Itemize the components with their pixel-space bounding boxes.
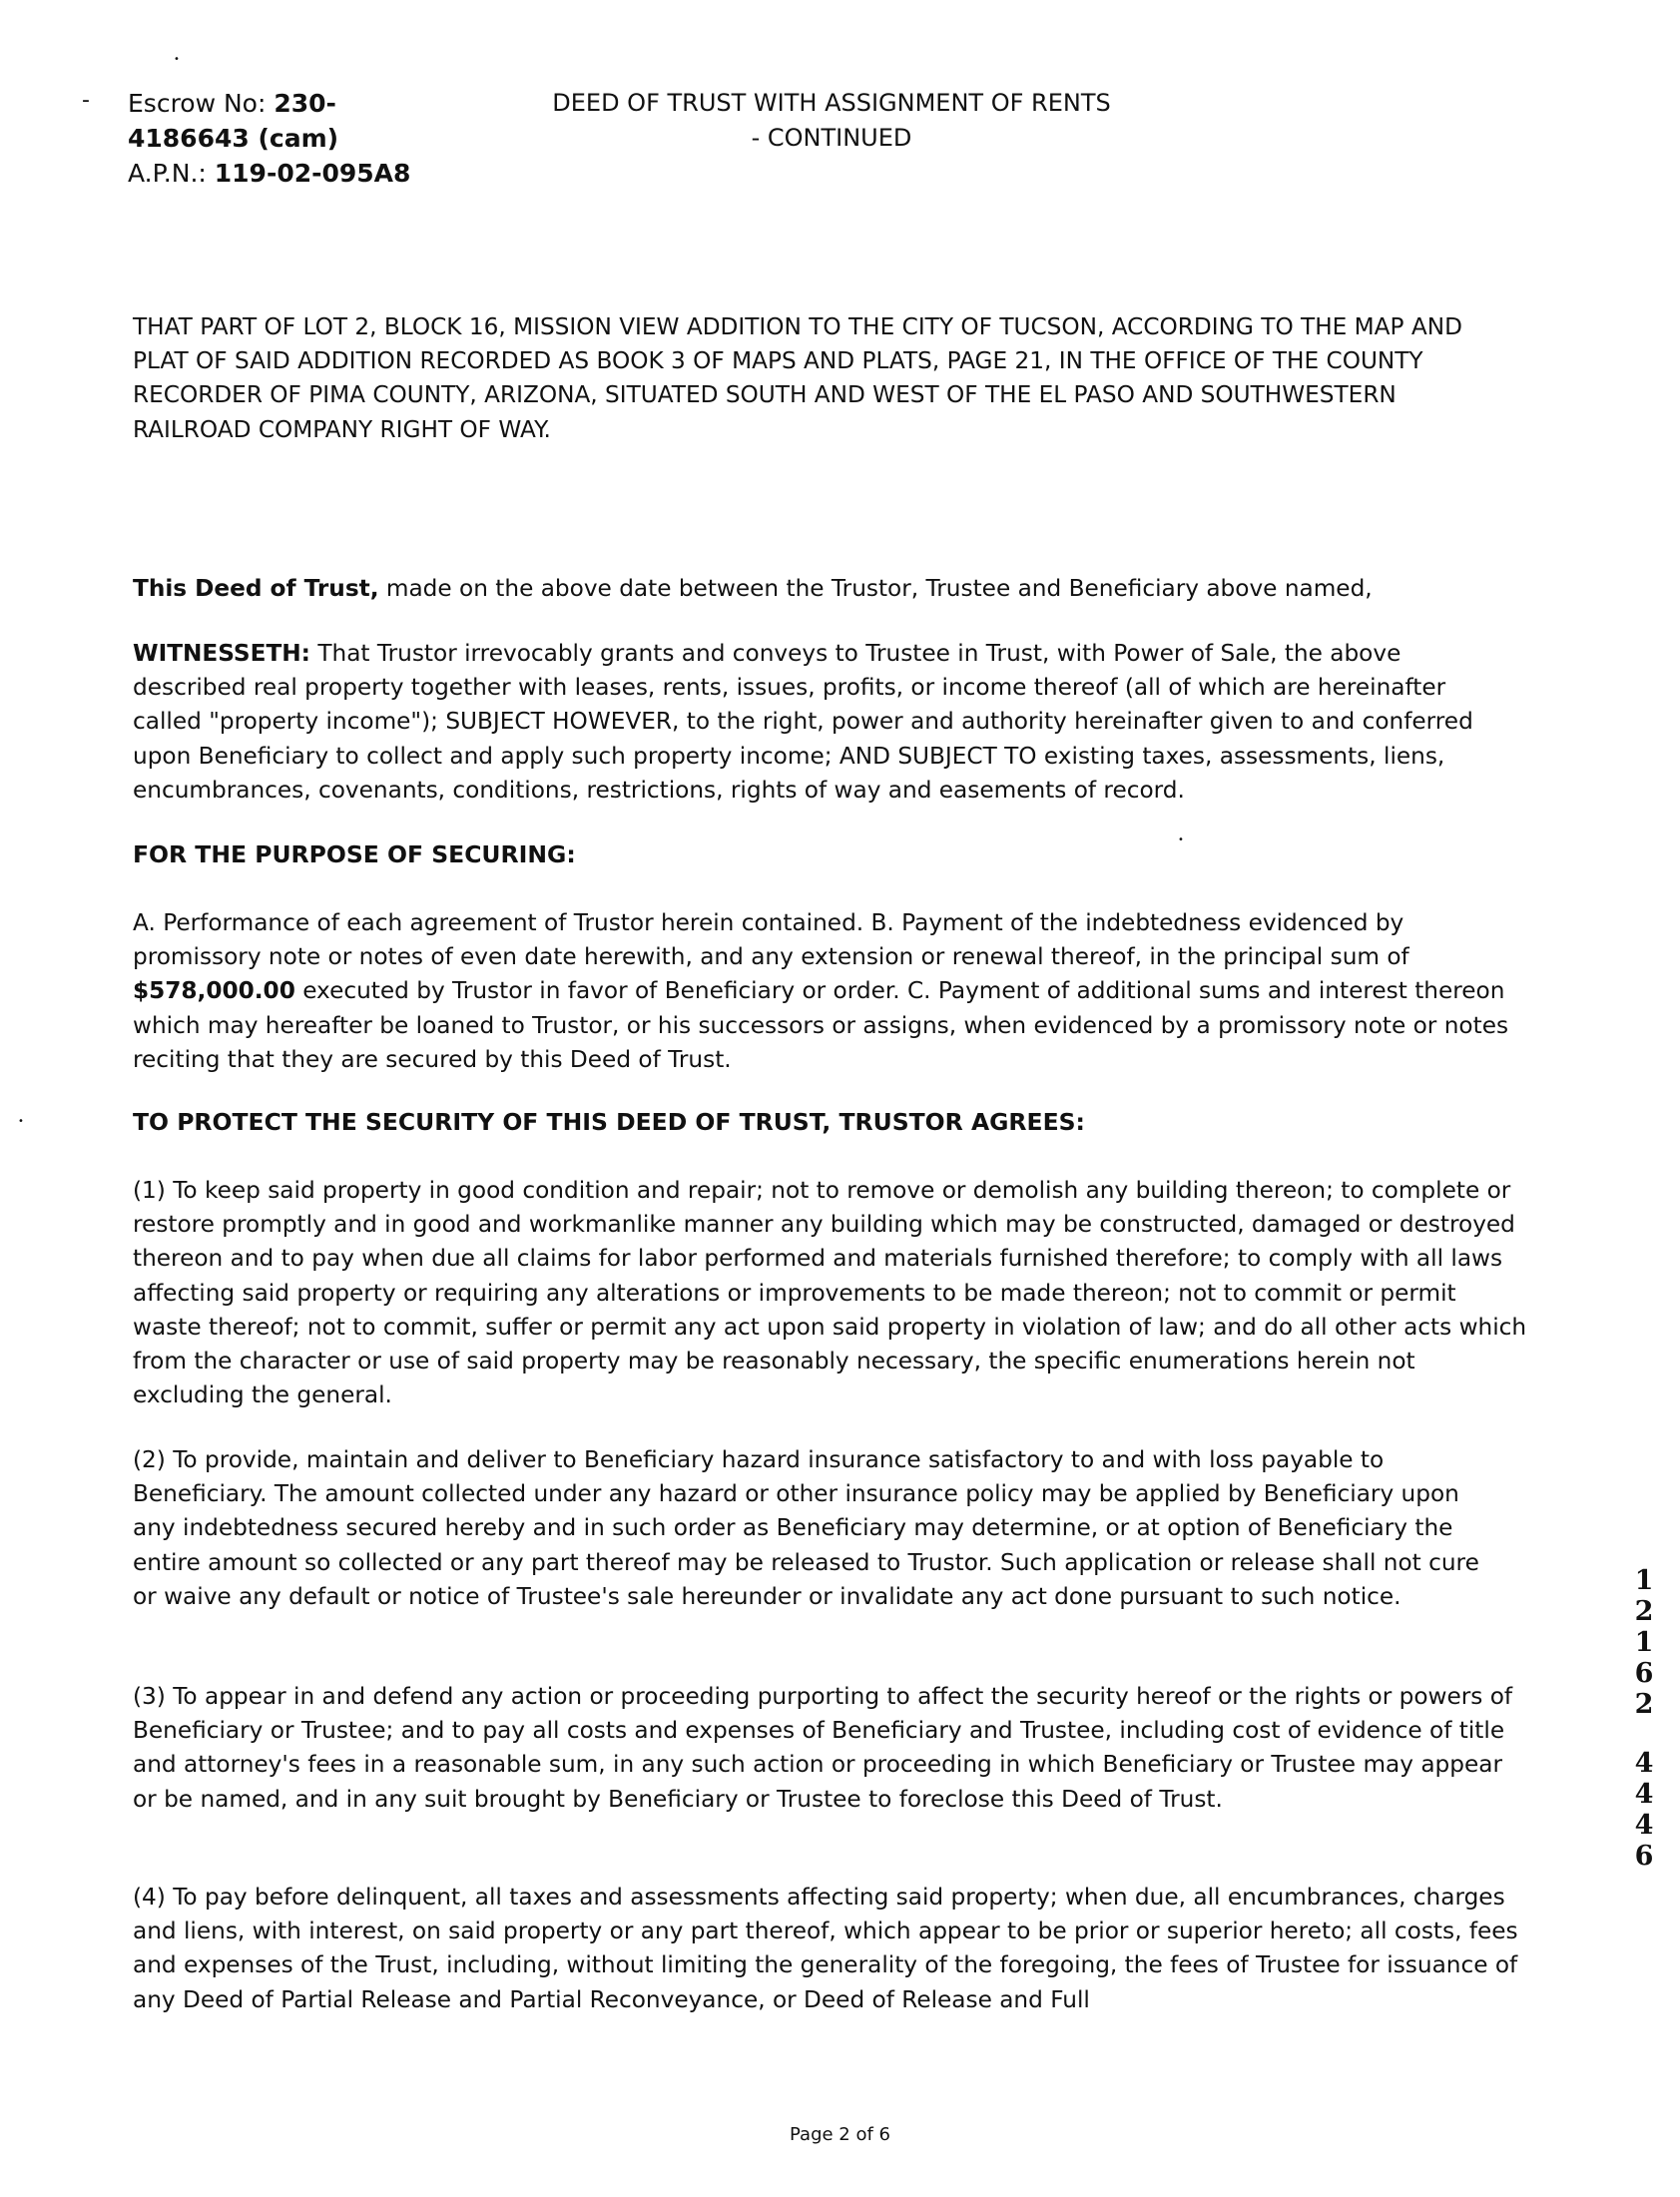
- stamp-digit: 1: [1634, 1627, 1654, 1658]
- witnesseth-bold: WITNESSETH:: [133, 640, 310, 667]
- stamp-gap: [1629, 1720, 1659, 1748]
- witnesseth-text: That Trustor irrevocably grants and conveys to Trustee in Trust, with Power of Sale, the above described real property together with leases, rents, issues, profits, or income thereof (all of which are hereinafter called "property income"); SUBJECT HOWEVER, to the right, power and authority hereinafter given to and conferred upon Beneficiary to collect and apply such property income; AND SUBJECT TO existing taxes, assessments, liens, encumbrances, covenants, conditions, restrictions, rights of way and easements of record.: [133, 640, 1473, 804]
- principal-amount: $578,000.00: [133, 977, 295, 1005]
- escrow-number-part2: 4186643 (cam): [128, 124, 339, 153]
- purpose-text-after: executed by Trustor in favor of Beneficiary or order. C. Payment of additional sums and interest thereon which may hereafter be loaned to Trustor, or his successors or assigns, when evidenced by a promissory note or notes reciting that they are secured by this Deed of Trust.: [133, 977, 1509, 1073]
- document-title-line1: DEED OF TRUST WITH ASSIGNMENT OF RENTS: [552, 89, 1111, 117]
- intro-bold: This Deed of Trust,: [133, 575, 379, 602]
- escrow-number-part1: 230-: [274, 89, 336, 118]
- stamp-digit: 4: [1634, 1779, 1654, 1810]
- clause-3: (3) To appear in and defend any action or proceeding purporting to affect the security hereof or the rights or powers of Beneficiary or Trustee; and to pay all costs and expenses of Beneficiary and Trustee, including cost of evidence of title and attorney's fees in a reasonable sum, in any such action or proceeding in which Beneficiary or Trustee may appear or be named, and in any suit brought by Beneficiary or Trustee to foreclose this Deed of Trust.: [133, 1683, 1513, 1813]
- clause-1: (1) To keep said property in good condition and repair; not to remove or demolish any building thereon; to complete or restore promptly and in good and workmanlike manner any building which may be constructed, damaged or destroyed thereon and to pay when due all claims for labor performed and materials furnished therefore; to comply with all laws affecting said property or requiring any alterations or improvements to be made thereon; not to commit or permit waste thereof; not to commit, suffer or permit any act upon said property in violation of law; and do all other acts which from the character or use of said property may be reasonably necessary, the specific enumerations herein not excluding the general.: [133, 1177, 1527, 1409]
- scan-dot-mark-left: •: [18, 1116, 24, 1127]
- document-title-line2: - CONTINUED: [751, 124, 912, 152]
- intro-paragraph: [133, 572, 1530, 606]
- apn-value: 119-02-095A8: [214, 159, 411, 188]
- stamp-digit: 4: [1634, 1748, 1654, 1779]
- recording-number-stamp: [1629, 1565, 1659, 1872]
- clause-4: (4) To pay before delinquent, all taxes and assessments affecting said property; when due, all encumbrances, charges and liens, with interest, on said property or any part thereof, which appear to be prior or superior hereto; all costs, fees and expenses of the Trust, including, without limiting the generality of the foregoing, the fees of Trustee for issuance of any Deed of Partial Release and Partial Reconveyance, or Deed of Release and Full: [133, 1884, 1518, 2013]
- clause-2: (2) To provide, maintain and deliver to Beneficiary hazard insurance satisfactory to and with loss payable to Beneficiary. The amount collected under any hazard or other insurance policy may be applied by Beneficiary upon any indebtedness secured hereby and in such order as Beneficiary may determine, or at option of Beneficiary the entire amount so collected or any part thereof may be released to Trustor. Such application or release shall not cure or waive any default or notice of Trustee's sale hereunder or invalidate any act done pursuant to such notice.: [133, 1446, 1479, 1610]
- legal-description: THAT PART OF LOT 2, BLOCK 16, MISSION VIEW ADDITION TO THE CITY OF TUCSON, ACCORDING TO THE MAP AND PLAT OF SAID ADDITION RECORDED AS BOOK 3 OF MAPS AND PLATS, PAGE 21, IN THE OFFICE OF THE COUNTY RECORDER OF PIMA COUNTY, ARIZONA, SITUATED SOUTH AND WEST OF THE EL PASO AND SOUTHWESTERN RAILROAD COMPANY RIGHT OF WAY.: [133, 313, 1462, 443]
- stamp-digit: 2: [1634, 1689, 1654, 1720]
- apn-label: A.P.N.:: [128, 159, 207, 188]
- stamp-digit: 4: [1634, 1810, 1654, 1841]
- stamp-digit: 2: [1634, 1596, 1654, 1627]
- document-title: [527, 86, 1136, 156]
- witnesseth-paragraph: [133, 637, 1505, 808]
- intro-text: made on the above date between the Trustor, Trustee and Beneficiary above named,: [378, 575, 1373, 602]
- scan-dot-mark: •: [174, 54, 180, 65]
- page-number: Page 2 of 6: [790, 2124, 890, 2145]
- purpose-paragraph: [133, 906, 1525, 1077]
- protect-heading: TO PROTECT THE SECURITY OF THIS DEED OF TRUST, TRUSTOR AGREES:: [133, 1108, 1085, 1136]
- stamp-digit: 1: [1634, 1565, 1654, 1596]
- purpose-text-before: A. Performance of each agreement of Trustor herein contained. B. Payment of the indebtedness evidenced by promissory note or notes of even date herewith, and any extension or renewal thereof, in the principal sum of: [133, 909, 1409, 971]
- purpose-heading: FOR THE PURPOSE OF SECURING:: [133, 840, 576, 868]
- scan-dash-mark: -: [82, 88, 90, 113]
- escrow-info: [128, 86, 410, 191]
- escrow-label: Escrow No:: [128, 89, 267, 118]
- scan-dot-mark-right: •: [1178, 834, 1184, 845]
- stamp-digit: 6: [1634, 1658, 1654, 1689]
- stamp-digit: 6: [1634, 1841, 1654, 1872]
